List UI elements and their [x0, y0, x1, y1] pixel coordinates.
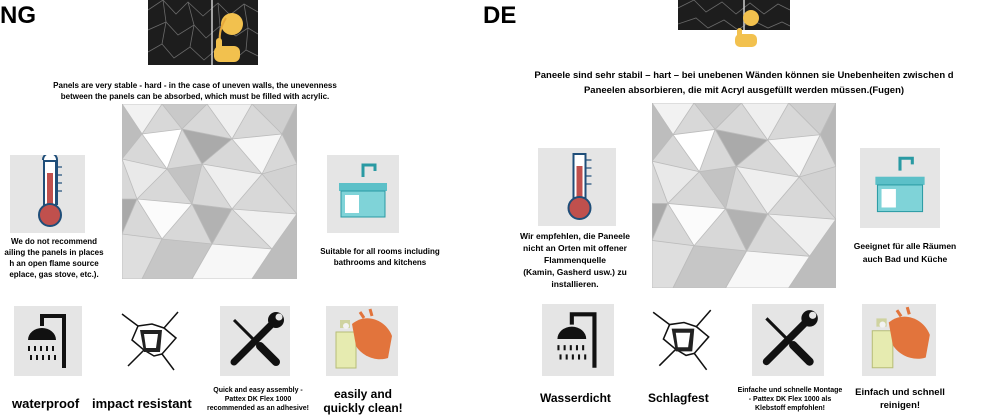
intro-text-en [40, 80, 350, 102]
impact-label-en: impact resistant [92, 396, 192, 411]
clean-line-1: easily and [333, 387, 393, 401]
impact-label-de: Schlagfest [648, 391, 709, 405]
language-label-en: NG [0, 2, 36, 29]
rooms-text-en [300, 246, 460, 268]
shower-tile-de [542, 304, 614, 376]
fire-warning-text-en [0, 236, 108, 280]
shower-tile-en [14, 306, 82, 376]
clean-tile-de [862, 304, 936, 376]
thermometer-tile-en [10, 155, 85, 233]
sink-icon-de [860, 148, 940, 228]
impact-tile-de [648, 304, 720, 376]
clean-text-de [850, 386, 950, 412]
fire-line-3: h an open flame source [9, 259, 99, 268]
fire-line-1: We do not recommend [10, 237, 98, 246]
rooms-text-de [840, 240, 970, 266]
waterproof-label-en: waterproof [12, 396, 80, 411]
assembly-line-2: Pattex DK Flex 1000 [224, 396, 292, 403]
assembly-line-3-de: Klebstoff empfohlen! [755, 405, 825, 412]
cracked-wall-icon-de [648, 304, 720, 376]
clean-tile-en [326, 306, 398, 376]
intro-line-2-de: Paneelen absorbieren, die mit Acryl ausgefüllt werden müssen.(Fugen) [583, 85, 905, 96]
white-panel-image [122, 104, 297, 279]
fire-line-5-de: installieren. [551, 279, 599, 289]
intro-line-2: between the panels can be absorbed, which must be filled with acrylic. [60, 92, 330, 101]
sink-tile-de [860, 148, 940, 228]
clean-line-1-de: Einfach und schnell [855, 387, 945, 398]
assembly-line-3: recommended as an adhesive! [207, 405, 309, 412]
thermometer-icon [10, 155, 85, 233]
sink-tile-en [327, 155, 399, 233]
rooms-line-2-de: auch Bad und Küche [862, 254, 948, 264]
spray-glove-icon [326, 306, 398, 376]
rooms-line-1-de: Geeignet für alle Räumen [853, 241, 957, 251]
fire-line-4-de: (Kamin, Gasherd usw.) zu [523, 267, 627, 277]
fire-line-2: ailing the panels in places [4, 248, 104, 257]
spray-glove-icon-de [862, 304, 936, 376]
intro-text-de [488, 68, 1000, 98]
fire-line-4: eplace, gas stove, etc.). [9, 270, 99, 279]
clean-line-2: quickly clean! [323, 401, 403, 415]
rooms-line-2: bathrooms and kitchens [333, 258, 427, 267]
white-panel-image-de [652, 103, 836, 288]
waterproof-label-de: Wasserdicht [540, 391, 611, 405]
tools-icon [220, 306, 290, 376]
clean-text-en [318, 387, 408, 415]
fire-line-3-de: Flammenquelle [544, 255, 606, 265]
sink-icon [327, 155, 399, 233]
tools-tile-de [752, 304, 824, 376]
assembly-text-en [198, 386, 318, 413]
rooms-line-1: Suitable for all rooms including [320, 247, 440, 256]
fire-line-2-de: nicht an Orten mit offener [523, 243, 627, 253]
tools-icon-de [752, 304, 824, 376]
impact-tile-en [118, 306, 186, 376]
hand-touch-icon [212, 12, 246, 64]
thermometer-tile-de [538, 148, 616, 226]
hand-touch-icon-de [734, 10, 762, 48]
fire-line-1-de: Wir empfehlen, die Paneele [520, 231, 630, 241]
tools-tile-en [220, 306, 290, 376]
cracked-wall-icon [118, 306, 186, 376]
assembly-line-1-de: Einfache und schnelle Montage [737, 387, 843, 394]
shower-icon-de [542, 304, 614, 376]
language-label-de: DE [483, 2, 517, 29]
fire-warning-text-de [500, 230, 650, 290]
assembly-text-de [730, 386, 850, 413]
thermometer-icon-de [538, 148, 616, 226]
clean-line-2-de: reinigen! [879, 400, 921, 411]
assembly-line-1: Quick and easy assembly - [213, 387, 303, 394]
intro-line-1-de: Paneele sind sehr stabil – hart – bei unebenen Wänden können sie Unebenheiten zwischen d [534, 70, 954, 81]
assembly-line-2-de: - Pattex DK Flex 1000 als [748, 396, 832, 403]
intro-line-1: Panels are very stable - hard - in the case of uneven walls, the unevenness [53, 81, 337, 90]
shower-icon [14, 306, 82, 376]
